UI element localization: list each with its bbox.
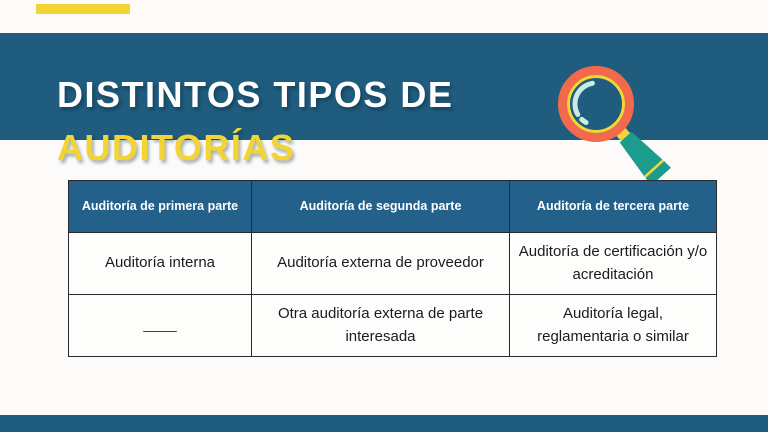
table-row [69,233,717,295]
bottom-blue-accent-bar [0,415,768,432]
header-primera-parte: Auditoría de primera parte [69,181,252,233]
magnifier-icon [540,63,690,188]
cell-auditoria-interna: Auditoría interna [69,233,252,295]
audit-types-table [68,180,716,357]
cell-auditoria-certificacion: Auditoría de certificación y/o acreditación [510,233,717,295]
page-title-line2: AUDITORÍAS [57,127,296,168]
title-band [0,33,768,168]
page-title-line1: DISTINTOS TIPOS DE [57,74,454,115]
cell-auditoria-externa-proveedor: Auditoría externa de proveedor [252,233,510,295]
cell-auditoria-legal: Auditoría legal, reglamentaria o similar [510,295,717,357]
header-segunda-parte: Auditoría de segunda parte [252,181,510,233]
table-header-row [69,181,717,233]
magnifier-highlight-dash [582,119,586,122]
cell-empty-dash: ____ [69,295,252,357]
table-row [69,295,717,357]
header-tercera-parte: Auditoría de tercera parte [510,181,717,233]
cell-otra-auditoria-externa: Otra auditoría externa de parte interesada [252,295,510,357]
top-yellow-accent-bar [36,4,130,14]
